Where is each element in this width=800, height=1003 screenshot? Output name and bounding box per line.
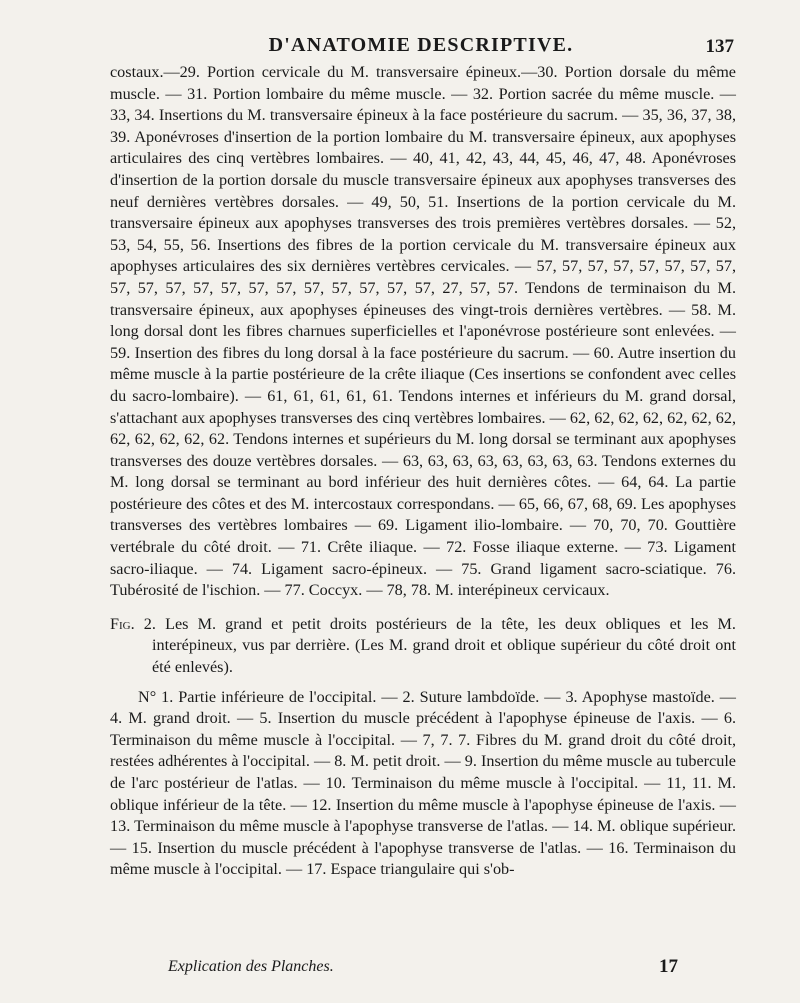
figure-label: Fig. 2.	[110, 614, 156, 633]
header-title: D'ANATOMIE DESCRIPTIVE.	[268, 34, 574, 56]
page-footer	[168, 956, 734, 980]
legend-paragraph-fig2: N° 1. Partie inférieure de l'occipital. — 2. Suture lambdoïde. — 3. Apophyse mastoïde. — 4. M. grand droit. — 5. Insertion du muscle précédent à l'apophyse épineuse de l'axis. — 6. Terminaison du même muscle à l'occipital. — 7, 7. 7. Fibres du M. grand droit du côté droit, restées adhérentes à l'occipital. — 8. M. petit droit. — 9. Insertion du même muscle au tubercule de l'arc postérieur de l'atlas. — 10. Terminaison du même muscle à l'occipital. — 11, 11. M. oblique inférieur de la tête. — 12. Insertion du même muscle à l'apophyse épineuse de l'axis. — 13. Terminaison du même muscle à l'apophyse transverse de l'atlas. — 14. M. oblique supérieur. — 15. Insertion du muscle précédent à l'apophyse transverse de l'atlas. — 16. Terminaison du même muscle à l'occipital. — 17. Espace triangulaire qui s'ob-	[110, 687, 736, 879]
body-text	[110, 62, 736, 881]
footer-title: Explication des Planches.	[168, 958, 334, 975]
running-header	[108, 34, 734, 60]
page-number: 137	[705, 36, 734, 57]
figure-caption-text: Les M. grand et petit droits postérieurs de la tête, les deux obliques et les M. interépineux, vus par derrière. (Les M. grand droit et oblique supérieur du côté droit ont été enlevés).	[152, 614, 736, 677]
figure-caption	[110, 614, 736, 679]
legend-paragraph-fig1: costaux.—29. Portion cervicale du M. transversaire épineux.—30. Portion dorsale du même muscle. — 31. Portion lombaire du même muscle. — 32. Portion sacrée du même muscle. — 33, 34. Insertions du M. transversaire épineux à la face postérieure du sacrum. — 35, 36, 37, 38, 39. Aponévroses d'insertion de la portion lombaire du M. transversaire épineux, aux apophyses articulaires des cinq vertèbres lombaires. — 40, 41, 42, 43, 44, 45, 46, 47, 48. Aponévroses d'insertion de la portion dorsale du muscle transversaire épineux aux apophyses transverses des neuf dernières vertèbres dorsales. — 49, 50, 51. Insertions de la portion cervicale du M. transversaire épineux aux apophyses transverses des trois premières vertèbres dorsales. — 52, 53, 54, 55, 56. Insertions des fibres de la portion cervicale du M. transversaire épineux aux apophyses articulaires des six dernières vertèbres cervicales. — 57, 57, 57, 57, 57, 57, 57, 57, 57, 57, 57, 57, 57, 57, 57, 57, 57, 57, 57, 57, 27, 57, 57. Tendons de terminaison du M. transversaire épineux, aux apophyses épineuses des vingt-trois dernières vertèbres. — 58. M. long dorsal dont les fibres charnues superficielles et l'aponévrose postérieure sont enlevées. — 59. Insertion des fibres du long dorsal à la face postérieure du sacrum. — 60. Autre insertion du même muscle à la partie postérieure de la crête iliaque (Ces insertions se confondent avec celles du sacro-lombaire). — 61, 61, 61, 61, 61. Tendons internes et inférieurs du M. grand dorsal, s'attachant aux apophyses transverses des cinq vertèbres lombaires. — 62, 62, 62, 62, 62, 62, 62, 62, 62, 62, 62, 62. Tendons internes et supérieurs du M. long dorsal se terminant aux apophyses transverses des douze vertèbres dorsales. — 63, 63, 63, 63, 63, 63, 63, 63. Tendons externes du M. long dorsal se terminant au bord inférieur des huit dernières côtes. — 64, 64. La partie postérieure des côtes et des M. intercostaux correspondans. — 65, 66, 67, 68, 69. Les apophyses transverses des vertèbres lombaires — 69. Ligament ilio-lombaire. — 70, 70, 70. Gouttière vertébrale du côté droit. — 71. Crête iliaque. — 72. Fosse iliaque externe. — 73. Ligament sacro-iliaque. — 74. Ligament sacro-épineux. — 75. Grand ligament sacro-sciatique. 76. Tubérosité de l'ischion. — 77. Coccyx. — 78, 78. M. interépineux cervicaux.	[110, 63, 736, 600]
signature-mark: 17	[659, 956, 678, 977]
